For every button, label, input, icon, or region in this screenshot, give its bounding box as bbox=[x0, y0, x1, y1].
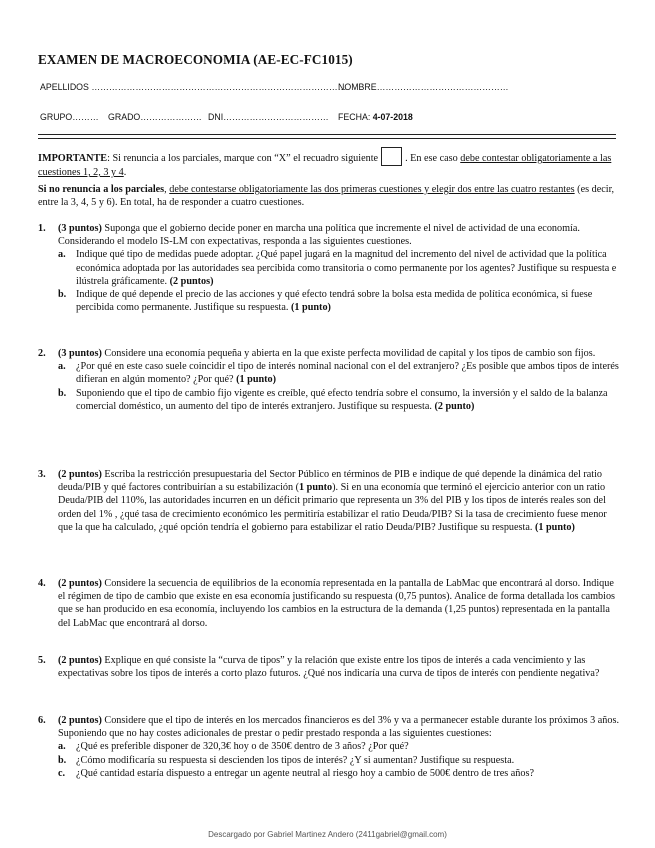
subquestion-letter: a. bbox=[58, 741, 66, 753]
divider-bottom bbox=[38, 138, 616, 139]
question-points: (2 puntos) bbox=[58, 469, 102, 480]
subquestion-6a bbox=[58, 740, 620, 753]
question-points: (2 puntos) bbox=[58, 655, 102, 666]
question-number: 4. bbox=[38, 578, 46, 589]
question-1 bbox=[38, 222, 620, 314]
question-text: Suponga que el gobierno decide poner en marcha una política que incremente el nivel de actividad de una economía. Considerando el modelo IS-LM con expectativas, responda a las siguientes cuestiones. bbox=[58, 223, 580, 248]
question-points: (3 puntos) bbox=[58, 223, 102, 234]
fecha-label: FECHA: bbox=[338, 112, 373, 122]
subquestion-letter: b. bbox=[58, 289, 67, 301]
question-3 bbox=[38, 468, 620, 534]
subquestion-text: ¿Por qué en este caso suele coincidir el tipo de interés nominal nacional con el del extranjero? ¿Es posible que ambos tipos de interés difieran en algún momento? ¿Por qué? bbox=[76, 361, 619, 386]
grado-field: GRADO………………… bbox=[108, 112, 202, 122]
subquestion-points: (1 punto) bbox=[291, 302, 331, 314]
fecha-field bbox=[338, 112, 413, 122]
question-number: 5. bbox=[38, 655, 46, 666]
grupo-field: GRUPO……… bbox=[40, 112, 99, 122]
fecha-value: 4-07-2018 bbox=[372, 112, 413, 122]
question-4 bbox=[38, 577, 620, 630]
subquestion-letter: c. bbox=[58, 767, 66, 779]
question-text: Escriba la restricción presupuestaria del Sector Público en términos de PIB e indique de qué depende la dinámica del ratio deuda/PIB y qué factores contribuirían a su estabilización ( bbox=[58, 469, 603, 494]
question-text: Considere que el tipo de interés en los mercados financieros es del 3% y va a permanecer estable durante los próximos 3 años. Suponiendo que no hay costes adicionales de prestar o pedir prestado responda a las siguientes cuestiones: bbox=[58, 715, 620, 740]
question-inline-points-2: (1 punto) bbox=[534, 521, 575, 533]
subquestion-1b bbox=[58, 288, 620, 314]
question-points: (3 puntos) bbox=[58, 348, 102, 359]
important-label: IMPORTANTE bbox=[38, 153, 108, 164]
subquestion-2a bbox=[58, 360, 620, 386]
important-obligation: debe contestar obligatoriamente a las cuestiones 1, 2, 3 y 4 bbox=[38, 153, 612, 178]
subquestion-points: (2 punto) bbox=[434, 400, 475, 412]
question-2 bbox=[38, 347, 620, 413]
divider-top bbox=[38, 134, 616, 135]
subquestion-6c bbox=[58, 767, 620, 780]
important-text-d: . bbox=[123, 167, 127, 178]
subquestion-letter: b. bbox=[58, 754, 67, 766]
subquestion-points: (2 puntos) bbox=[169, 275, 214, 287]
subquestion-text: Indique qué tipo de medidas puede adoptar. ¿Qué papel jugará en la magnitud del incremento del nivel de actividad que la política económica adoptada por las autoridades sea percibida como transitoria o como permanente por los agentes? Justifique su respuesta e ilústrela gráficamente. bbox=[76, 249, 617, 287]
no-renuncia-notice bbox=[38, 183, 618, 209]
subquestion-text: ¿Qué cantidad estaría dispuesto a entregar un agente neutral al riesgo hoy a cambio de 500€ dentro de tres años? bbox=[76, 767, 534, 779]
no-renuncia-label: Si no renuncia a los parciales bbox=[38, 184, 165, 195]
question-points: (2 puntos) bbox=[58, 578, 102, 589]
question-number: 3. bbox=[38, 469, 46, 480]
important-text: : Si renuncia a los parciales, marque con “X” el recuadro siguiente bbox=[107, 153, 379, 164]
no-renuncia-text: (es decir, entre la 3, 4, 5 y 6). En total, ha de responder a cuatro cuestiones. bbox=[38, 184, 615, 209]
subquestion-letter: a. bbox=[58, 361, 66, 373]
exam-title: EXAMEN DE MACROECONOMIA (AE-EC-FC1015) bbox=[38, 52, 353, 67]
nombre-field: NOMBRE……………………………………… bbox=[338, 82, 509, 92]
important-text-b: . En ese caso bbox=[405, 153, 461, 164]
renuncia-checkbox[interactable] bbox=[381, 147, 402, 166]
subquestion-1a bbox=[58, 248, 620, 288]
subquestion-text: Indique de qué depende el precio de las acciones y qué efecto tendrá sobre la bolsa esta medida de política económica, si fuese percibida como permanente. Justifique su respuesta. bbox=[76, 289, 593, 314]
question-number: 2. bbox=[38, 348, 46, 359]
question-points: (2 puntos) bbox=[58, 715, 102, 726]
question-6 bbox=[38, 714, 620, 780]
question-number: 1. bbox=[38, 223, 46, 234]
question-text: Considere la secuencia de equilibrios de la economía representada en la pantalla de LabMac que encontrará al dorso. Indique el régimen de tipo de cambio que existe en esa economía justificando su respuesta (0,75 puntos). Analice de forma detallada los cambios que se han producido en esa economía, incluyendo los cambios en la estructura de la demanda (1,25 puntos) representada en la pantalla del LabMac que encontrará al dorso. bbox=[58, 578, 616, 629]
question-text: Considere una economía pequeña y abierta en la que existe perfecta movilidad de capital y los tipos de cambio son fijos. bbox=[101, 348, 596, 359]
subquestion-text: ¿Cómo modificaría su respuesta si descienden los tipos de interés? ¿Y si aumentan? Justifique su respuesta. bbox=[76, 754, 515, 766]
subquestion-text: ¿Qué es preferible disponer de 320,3€ hoy o de 350€ dentro de 3 años? ¿Por qué? bbox=[76, 741, 409, 753]
important-notice bbox=[38, 147, 618, 179]
download-footer: Descargado por Gabriel Martinez Andero (2411gabriel@gmail.com) bbox=[208, 830, 447, 839]
subquestion-2b bbox=[58, 387, 620, 413]
subquestion-letter: b. bbox=[58, 387, 67, 399]
subquestion-points: (1 punto) bbox=[236, 374, 277, 386]
subquestion-6b bbox=[58, 754, 620, 767]
no-renuncia-obligation: debe contestarse obligatoriamente las dos primeras cuestiones y elegir dos entre las cuatro restantes bbox=[169, 184, 575, 195]
subquestion-text: Suponiendo que el tipo de cambio fijo vigente es creíble, qué efecto tendría sobre el consumo, la inversión y el saldo de la balanza comercial doméstico, un aumento del tipo de interés extranjero. Justifique su respuesta. bbox=[76, 387, 608, 412]
apellidos-field: APELLIDOS …………………………………………………………………………… bbox=[40, 82, 347, 92]
question-5 bbox=[38, 654, 620, 680]
dni-field: DNI……………………………… bbox=[208, 112, 329, 122]
question-text-b: ). Si en una economía que terminó el ejercicio anterior con un ratio Deuda/PIB del 110%, las autoridades incurren en un déficit primario que representa un 3% del PIB y los tipos de interés reales son del orden del 1% , ¿qué tasa de crecimiento económico les permitiría estabilizar el ratio Deuda/PIB? Si la tasa de crecimiento fuese menor que la que ha calculado, ¿qué opción tendría el gobierno para estabilizar el ratio Deuda/PIB? Justifique su respuesta. bbox=[58, 482, 607, 533]
question-inline-points: 1 punto bbox=[299, 482, 333, 494]
no-renuncia-sep: , bbox=[164, 184, 170, 195]
question-number: 6. bbox=[38, 715, 46, 726]
question-text: Explique en qué consiste la “curva de tipos” y la relación que existe entre los tipos de interés a cada vencimiento y las expectativas sobre los tipos de interés a corto plazo futuros. ¿Qué nos indicaría una curva de tipos de interés con pendiente negativa? bbox=[58, 655, 600, 680]
subquestion-letter: a. bbox=[58, 249, 66, 261]
